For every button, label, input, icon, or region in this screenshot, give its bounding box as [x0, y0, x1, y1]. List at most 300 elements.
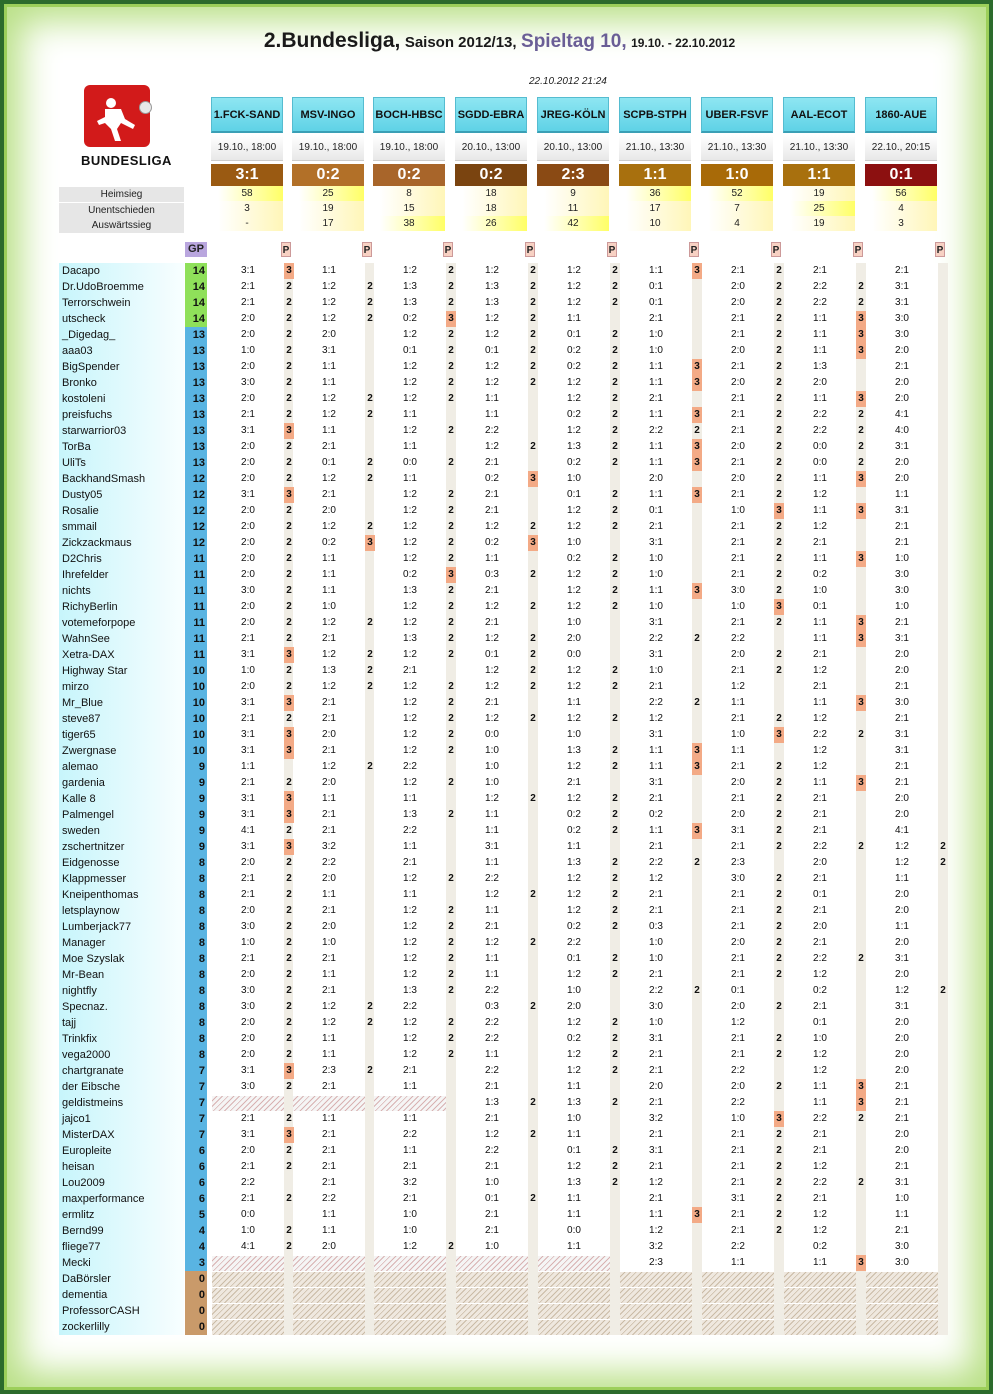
tip-cell: 3:0: [241, 921, 255, 932]
player-name: fliege77: [62, 1241, 101, 1253]
points-cell: 2: [448, 937, 454, 948]
player-name: Dacapo: [62, 265, 100, 277]
points-cell: 2: [286, 1081, 292, 1092]
tip-cell: 3:2: [322, 841, 336, 852]
points-cell: [528, 807, 538, 823]
points-cell: [938, 487, 948, 503]
tip-cell: 1:1: [403, 793, 417, 804]
no-tip-cell: [212, 1304, 284, 1319]
points-cell: [528, 391, 538, 407]
tip-cell: 2:1: [241, 713, 255, 724]
no-tip-cell: [620, 1304, 692, 1319]
points-cell: [938, 1271, 948, 1287]
points-cell: 2: [612, 393, 618, 404]
points-cell: [446, 471, 456, 487]
tip-cell: 2:0: [895, 1049, 909, 1060]
points-cell: 2: [286, 1193, 292, 1204]
points-cell: [692, 1319, 702, 1335]
points-cell: [528, 951, 538, 967]
tip-cell: 2:1: [731, 409, 745, 420]
points-cell: [446, 1143, 456, 1159]
points-cell: 2: [367, 649, 373, 660]
points-cell: 3: [284, 695, 294, 711]
tip-cell: 1:3: [485, 281, 499, 292]
points-cell: 2: [612, 921, 618, 932]
tip-cell: 1:2: [567, 905, 581, 916]
points-cell: [692, 839, 702, 855]
points-cell: 2: [530, 329, 536, 340]
player-name: Mr_Blue: [62, 697, 103, 709]
tip-cell: 0:2: [403, 569, 417, 580]
tip-cell: 2:1: [649, 1049, 663, 1060]
tip-cell: 2:0: [895, 665, 909, 676]
points-cell: 2: [448, 873, 454, 884]
stat-away: 42: [537, 216, 609, 231]
tip-cell: 1:0: [241, 665, 255, 676]
match-result: 0:2: [292, 164, 364, 186]
points-cell: 2: [530, 713, 536, 724]
match-column: [373, 97, 445, 231]
points-cell: 2: [286, 713, 292, 724]
tip-cell: 1:1: [322, 585, 336, 596]
points-cell: 3: [856, 471, 866, 487]
points-cell: 2: [776, 617, 782, 628]
tip-cell: 2:1: [649, 793, 663, 804]
tip-cell: 1:0: [485, 1177, 499, 1188]
tip-cell: 2:0: [241, 473, 255, 484]
tip-cell: 1:0: [485, 761, 499, 772]
tip-cell: 1:0: [322, 601, 336, 612]
points-cell: [856, 1143, 866, 1159]
points-cell: 2: [858, 953, 864, 964]
tip-cell: 3:1: [241, 425, 255, 436]
tip-cell: 2:1: [322, 441, 336, 452]
player-points: 0: [185, 1303, 207, 1319]
points-cell: 2: [612, 825, 618, 836]
tip-cell: 3:1: [895, 441, 909, 452]
player-name: Lumberjack77: [62, 921, 132, 933]
points-cell: [692, 1271, 702, 1287]
no-tip-cell: [702, 1272, 774, 1287]
points-cell: [856, 919, 866, 935]
tip-cell: 1:0: [649, 329, 663, 340]
points-cell: 2: [858, 441, 864, 452]
tip-cell: 2:1: [403, 1193, 417, 1204]
table-row: [59, 567, 949, 583]
points-cell: 2: [694, 425, 700, 436]
points-cell: [692, 1255, 702, 1271]
tip-cell: 0:2: [813, 569, 827, 580]
points-cell: 2: [776, 761, 782, 772]
tip-cell: 2:3: [649, 1257, 663, 1268]
table-row: [59, 999, 949, 1015]
tip-cell: 2:1: [895, 521, 909, 532]
points-cell: [856, 1191, 866, 1207]
points-cell: 2: [286, 409, 292, 420]
points-cell: [528, 1175, 538, 1191]
points-cell: [446, 1319, 456, 1335]
player-name: Bronko: [62, 377, 97, 389]
points-cell: 2: [530, 889, 536, 900]
tip-cell: 1:2: [485, 521, 499, 532]
points-cell: 2: [612, 585, 618, 596]
tip-cell: 2:0: [322, 921, 336, 932]
stat-draw: 3: [211, 201, 283, 216]
tip-cell: 1:3: [813, 361, 827, 372]
points-cell: 2: [286, 537, 292, 548]
tip-cell: 4:1: [895, 825, 909, 836]
tip-cell: 1:2: [895, 841, 909, 852]
points-cell: [610, 471, 620, 487]
tip-cell: 1:3: [403, 985, 417, 996]
table-row: [59, 1095, 949, 1111]
player-points: 7: [185, 1111, 207, 1127]
tip-cell: 0:3: [649, 921, 663, 932]
tip-cell: 0:1: [813, 1017, 827, 1028]
tip-cell: 2:0: [241, 441, 255, 452]
match-teams: SCPB-STPH: [619, 97, 691, 133]
stat-away: 38: [373, 216, 445, 231]
tip-cell: 1:1: [813, 505, 827, 516]
points-cell: [938, 535, 948, 551]
tip-cell: 1:1: [649, 1209, 663, 1220]
points-cell: 2: [776, 553, 782, 564]
table-row: [59, 1271, 949, 1287]
tip-cell: 2:1: [895, 537, 909, 548]
tip-cell: 1:3: [485, 297, 499, 308]
tip-cell: 2:1: [731, 1225, 745, 1236]
points-cell: [610, 647, 620, 663]
tip-cell: 1:1: [403, 441, 417, 452]
points-cell: 2: [612, 569, 618, 580]
table-row: [59, 407, 949, 423]
tip-cell: 0:2: [567, 825, 581, 836]
tip-cell: 2:1: [895, 761, 909, 772]
player-points: 10: [185, 743, 207, 759]
points-cell: 3: [856, 1255, 866, 1271]
points-cell: [692, 1015, 702, 1031]
stat-draw: 4: [865, 201, 937, 216]
points-cell: 2: [612, 969, 618, 980]
points-cell: 2: [776, 521, 782, 532]
player-name: Palmengel: [62, 809, 114, 821]
points-cell: 2: [530, 297, 536, 308]
tip-cell: 2:1: [322, 825, 336, 836]
tip-cell: 1:3: [567, 1097, 581, 1108]
tip-cell: 0:1: [649, 297, 663, 308]
tip-cell: 2:0: [322, 505, 336, 516]
tip-cell: 1:2: [813, 1065, 827, 1076]
points-cell: 2: [612, 361, 618, 372]
match-result: 2:3: [537, 164, 609, 186]
points-cell: 2: [612, 745, 618, 756]
table-row: [59, 263, 949, 279]
tip-cell: 1:2: [813, 761, 827, 772]
tip-cell: 2:0: [241, 457, 255, 468]
tip-cell: 1:1: [813, 329, 827, 340]
table-row: [59, 887, 949, 903]
tip-cell: 2:1: [731, 457, 745, 468]
tip-cell: 1:2: [567, 265, 581, 276]
tip-cell: 2:1: [322, 809, 336, 820]
player-name: sweden: [62, 825, 100, 837]
points-cell: [856, 791, 866, 807]
player-name: Zickzackmaus: [62, 537, 132, 549]
points-cell: 2: [286, 569, 292, 580]
tip-cell: 2:1: [322, 1161, 336, 1172]
points-cell: 2: [776, 489, 782, 500]
tip-cell: 2:2: [403, 1001, 417, 1012]
tip-cell: 3:1: [649, 777, 663, 788]
points-cell: 2: [612, 761, 618, 772]
tip-cell: 4:1: [241, 1241, 255, 1252]
player-points: 13: [185, 391, 207, 407]
tip-cell: 1:2: [403, 537, 417, 548]
points-cell: [774, 1255, 784, 1271]
points-cell: 2: [286, 297, 292, 308]
points-cell: 2: [448, 953, 454, 964]
tip-cell: 1:2: [813, 1049, 827, 1060]
points-cell: 2: [776, 425, 782, 436]
points-cell: 3: [856, 343, 866, 359]
table-row: [59, 615, 949, 631]
tip-cell: 1:1: [813, 777, 827, 788]
points-cell: [856, 1015, 866, 1031]
tip-cell: 1:1: [322, 377, 336, 388]
tip-cell: 2:1: [731, 313, 745, 324]
tip-cell: 1:2: [403, 1017, 417, 1028]
points-cell: 2: [776, 841, 782, 852]
points-cell: 2: [448, 649, 454, 660]
points-cell: [610, 935, 620, 951]
no-tip-cell: [456, 1304, 528, 1319]
tip-cell: 2:0: [322, 1241, 336, 1252]
date-range: 19.10. - 22.10.2012: [631, 36, 736, 50]
points-cell: 2: [612, 329, 618, 340]
points-cell: 3: [284, 263, 294, 279]
tip-cell: 1:2: [403, 489, 417, 500]
points-cell: [938, 1095, 948, 1111]
points-cell: [856, 999, 866, 1015]
points-cell: 3: [284, 807, 294, 823]
no-tip-cell: [212, 1320, 284, 1335]
table-row: [59, 1287, 949, 1303]
tip-cell: 2:2: [649, 425, 663, 436]
tip-cell: 2:1: [485, 1113, 499, 1124]
points-cell: 2: [286, 601, 292, 612]
tip-cell: 2:1: [241, 889, 255, 900]
tip-cell: 1:0: [895, 553, 909, 564]
points-cell: [938, 1015, 948, 1031]
player-points: 13: [185, 375, 207, 391]
tip-cell: 2:1: [731, 1145, 745, 1156]
player-points: 10: [185, 727, 207, 743]
table-row: [59, 1319, 949, 1335]
player-points: 8: [185, 935, 207, 951]
points-cell: [938, 279, 948, 295]
tip-cell: 3:1: [241, 809, 255, 820]
points-cell: [692, 871, 702, 887]
points-cell: [856, 983, 866, 999]
tip-cell: 2:1: [241, 777, 255, 788]
table-row: [59, 919, 949, 935]
tip-cell: 0:2: [322, 537, 336, 548]
points-cell: [692, 327, 702, 343]
points-cell: [528, 983, 538, 999]
player-points: 12: [185, 471, 207, 487]
tip-cell: 1:1: [567, 313, 581, 324]
points-cell: [692, 887, 702, 903]
points-cell: [446, 887, 456, 903]
tip-cell: 1:2: [403, 1033, 417, 1044]
tip-cell: 1:1: [649, 457, 663, 468]
tip-cell: 0:1: [731, 985, 745, 996]
points-cell: [938, 1159, 948, 1175]
match-column: [292, 97, 364, 231]
player-points: 12: [185, 503, 207, 519]
tip-cell: 1:1: [322, 1113, 336, 1124]
points-cell: 2: [448, 633, 454, 644]
points-cell: 2: [286, 1001, 292, 1012]
player-points: 12: [185, 535, 207, 551]
points-cell: [938, 503, 948, 519]
tip-cell: 0:0: [567, 1225, 581, 1236]
tip-cell: 2:1: [322, 713, 336, 724]
tip-cell: 1:0: [485, 1241, 499, 1252]
points-cell: 2: [612, 793, 618, 804]
tip-cell: 1:2: [403, 681, 417, 692]
tip-cell: 2:0: [813, 857, 827, 868]
tip-cell: 1:2: [403, 921, 417, 932]
tip-cell: 2:0: [241, 681, 255, 692]
p-header: P: [853, 242, 863, 257]
points-cell: [446, 439, 456, 455]
points-cell: [856, 887, 866, 903]
points-cell: 3: [856, 631, 866, 647]
points-cell: 2: [776, 969, 782, 980]
tip-cell: 2:1: [649, 889, 663, 900]
points-cell: 2: [286, 889, 292, 900]
tip-cell: 1:2: [485, 1129, 499, 1140]
points-cell: 2: [612, 457, 618, 468]
player-points: 13: [185, 407, 207, 423]
match-date: 19.10., 18:00: [373, 135, 445, 161]
points-cell: [692, 967, 702, 983]
tip-cell: 2:2: [485, 985, 499, 996]
tip-cell: 1:0: [567, 729, 581, 740]
tip-cell: 1:2: [567, 297, 581, 308]
player-name: votemeforpope: [62, 617, 136, 629]
tip-cell: 1:1: [485, 553, 499, 564]
tip-cell: 2:1: [731, 953, 745, 964]
player-name: preisfuchs: [62, 409, 113, 421]
tip-cell: 2:0: [322, 777, 336, 788]
player-name: ProfessorCASH: [62, 1305, 140, 1317]
player-points: 6: [185, 1143, 207, 1159]
tip-cell: 2:1: [322, 1129, 336, 1140]
points-cell: 2: [286, 617, 292, 628]
tip-cell: 3:1: [895, 633, 909, 644]
p-header: P: [443, 242, 453, 257]
points-cell: [856, 807, 866, 823]
tip-cell: 1:2: [567, 969, 581, 980]
no-tip-cell: [702, 1320, 774, 1335]
points-cell: 3: [856, 615, 866, 631]
points-cell: [610, 999, 620, 1015]
points-cell: 2: [530, 937, 536, 948]
tip-cell: 3:1: [485, 841, 499, 852]
tip-cell: 2:0: [895, 1017, 909, 1028]
tip-cell: 2:2: [813, 1113, 827, 1124]
tip-cell: 2:1: [813, 537, 827, 548]
tip-cell: 3:1: [895, 953, 909, 964]
points-cell: 2: [858, 729, 864, 740]
points-cell: [856, 935, 866, 951]
tip-cell: 2:1: [322, 905, 336, 916]
player-points: 0: [185, 1319, 207, 1335]
points-cell: 2: [858, 841, 864, 852]
tip-cell: 2:0: [895, 393, 909, 404]
tip-cell: 1:2: [485, 713, 499, 724]
points-cell: 2: [612, 953, 618, 964]
points-cell: [692, 471, 702, 487]
table-row: [59, 535, 949, 551]
points-cell: [692, 535, 702, 551]
tip-cell: 2:1: [322, 1177, 336, 1188]
points-cell: 2: [858, 1177, 864, 1188]
tip-cell: 1:1: [485, 857, 499, 868]
points-cell: 2: [612, 1145, 618, 1156]
tip-cell: 2:1: [322, 633, 336, 644]
player-points: 10: [185, 711, 207, 727]
points-cell: [446, 1079, 456, 1095]
tip-cell: 1:2: [567, 761, 581, 772]
tip-cell: 1:2: [403, 601, 417, 612]
points-cell: 3: [692, 583, 702, 599]
tip-cell: 1:1: [485, 393, 499, 404]
points-cell: [774, 695, 784, 711]
tip-cell: 0:1: [485, 649, 499, 660]
table-row: [59, 1223, 949, 1239]
points-cell: 2: [286, 825, 292, 836]
points-cell: 2: [448, 377, 454, 388]
player-points: 8: [185, 919, 207, 935]
tip-cell: 1:1: [403, 889, 417, 900]
points-cell: 2: [286, 857, 292, 868]
points-cell: 2: [367, 1017, 373, 1028]
table-row: [59, 1047, 949, 1063]
table-row: [59, 311, 949, 327]
tip-cell: 2:0: [895, 937, 909, 948]
points-cell: 2: [612, 297, 618, 308]
tip-cell: 1:2: [567, 873, 581, 884]
table-row: [59, 503, 949, 519]
points-cell: [938, 295, 948, 311]
player-name: maxperformance: [62, 1193, 145, 1205]
tip-cell: 2:0: [895, 793, 909, 804]
tip-cell: 1:2: [813, 713, 827, 724]
label-unentschieden: Unentschieden: [59, 203, 184, 218]
player-points: 11: [185, 615, 207, 631]
points-cell: 2: [776, 1129, 782, 1140]
tip-cell: 1:1: [241, 761, 255, 772]
tip-cell: 2:1: [649, 841, 663, 852]
player-points: 9: [185, 839, 207, 855]
points-cell: 2: [776, 361, 782, 372]
points-cell: 3: [692, 359, 702, 375]
tip-cell: 1:1: [322, 553, 336, 564]
tip-cell: 3:2: [403, 1177, 417, 1188]
